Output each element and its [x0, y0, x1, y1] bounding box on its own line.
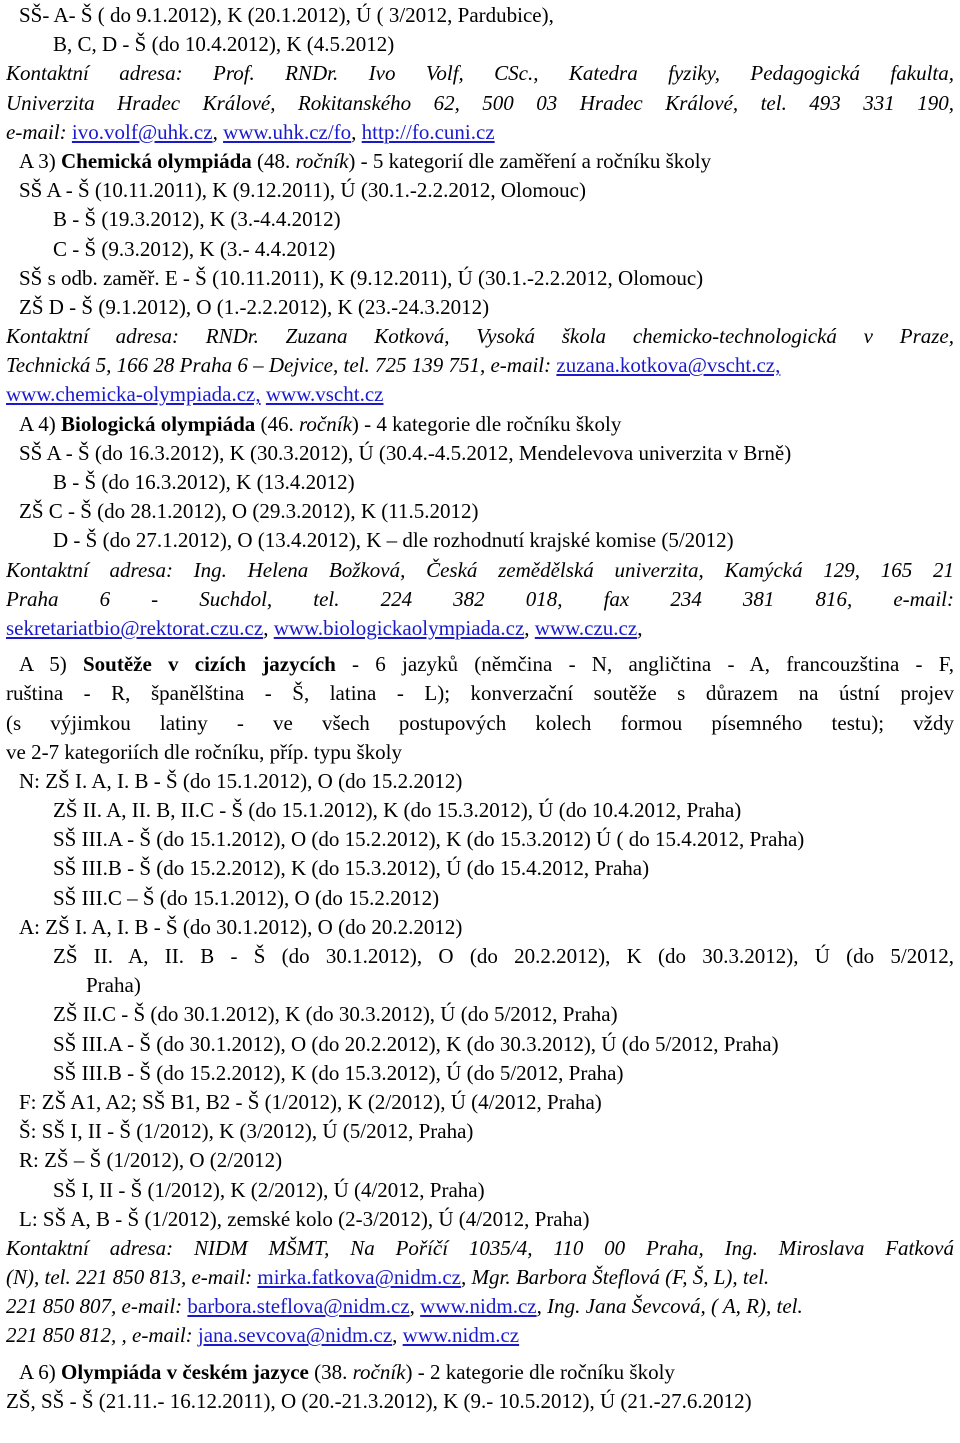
paragraph-line: ruština - R, španělština - Š, latina - L); konverzační soutěže s důrazem na ústní projev [6, 681, 954, 706]
web-link[interactable]: www.chemicka-olympiada.cz, [6, 382, 261, 407]
contact-line: Kontaktní adresa: Ing. Helena Božková, Česká zemědělská univerzita, Kamýcká 129, 165 21 [6, 557, 954, 582]
schedule-line: SŠ I, II - Š (1/2012), K (2/2012), Ú (4/2012, Praha) [53, 1177, 485, 1202]
contact-line: Kontaktní adresa: NIDM MŠMT, Na Poříčí 1035/4, 110 00 Praha, Ing. Miroslava Fatková [6, 1235, 954, 1260]
contact-line: Univerzita Hradec Králové, Rokitanského 62, 500 03 Hradec Králové, tel. 493 331 190, [6, 90, 954, 115]
contact-line: 221 850 807, e-mail: barbora.steflova@nidm.cz, www.nidm.cz, Ing. Jana Ševcová, ( A, R), tel. [6, 1294, 803, 1319]
contact-line [6, 380, 954, 409]
schedule-line: L: SŠ A, B - Š (1/2012), zemské kolo (2-3/2012), Ú (4/2012, Praha) [19, 1206, 590, 1231]
schedule-line: R: ZŠ – Š (1/2012), O (2/2012) [19, 1148, 283, 1173]
schedule-line: SŠ III.A - Š (do 15.1.2012), O (do 15.2.2012), K (do 15.3.2012) Ú ( do 15.4.2012, Praha) [53, 827, 805, 852]
schedule-line: F: ZŠ A1, A2; SŠ B1, B2 - Š (1/2012), K (2/2012), Ú (4/2012, Praha) [19, 1089, 602, 1114]
schedule-line: B - Š (19.3.2012), K (3.-4.4.2012) [53, 207, 341, 232]
contact-line: Technická 5, 166 28 Praha 6 – Dejvice, tel. 725 139 751, e-mail: zuzana.kotkova@vscht.cz, [6, 353, 781, 378]
email-link[interactable]: sekretariatbio@rektorat.czu.cz [6, 615, 264, 640]
schedule-line: SŠ A - Š (10.11.2011), K (9.12.2011), Ú (30.1.-2.2.2012, Olomouc) [19, 178, 586, 203]
email-link[interactable]: ivo.volf@uhk.cz [71, 119, 213, 144]
email-link[interactable]: jana.sevcova@nidm.cz [197, 1323, 393, 1348]
paragraph-line: ve 2-7 kategoriích dle ročníku, příp. typu školy [6, 739, 402, 764]
schedule-line: SŠ- A- Š ( do 9.1.2012), K (20.1.2012), Ú ( 3/2012, Pardubice), [19, 3, 554, 27]
schedule-line: ZŠ II. A, II. B, II.C - Š (do 15.1.2012), K (do 15.3.2012), Ú (do 10.4.2012, Praha) [53, 798, 742, 823]
schedule-line: Praha) [86, 973, 141, 998]
email-link[interactable]: zuzana.kotkova@vscht.cz, [556, 353, 781, 378]
web-link[interactable]: www.vscht.cz [265, 382, 384, 407]
contact-line: e-mail: ivo.volf@uhk.cz, www.uhk.cz/fo, http://fo.cuni.cz [6, 119, 495, 144]
web-link[interactable]: www.czu.cz [534, 615, 638, 640]
contact-line: (N), tel. 221 850 813, e-mail: mirka.fatkova@nidm.cz, Mgr. Barbora Šteflová (F, Š, L), tel. [6, 1265, 770, 1290]
schedule-line: ZŠ, SŠ - Š (21.11.- 16.12.2011), O (20.-21.3.2012), K (9.- 10.5.2012), Ú (21.-27.6.2012) [6, 1388, 752, 1413]
web-link[interactable]: www.nidm.cz [420, 1294, 537, 1319]
schedule-line: ZŠ C - Š (do 28.1.2012), O (29.3.2012), K (11.5.2012) [19, 499, 479, 524]
section-heading-biology: A 4) Biologická olympiáda (46. ročník) - 4 kategorie dle ročníku školy [19, 411, 622, 436]
section-heading-chemistry: A 3) Chemická olympiáda (48. ročník) - 5 kategorií dle zaměření a ročníku školy [19, 148, 712, 173]
contact-line: Praha 6 - Suchdol, tel. 224 382 018, fax 234 381 816, e-mail: [6, 586, 954, 611]
contact-line: Kontaktní adresa: RNDr. Zuzana Kotková, Vysoká škola chemicko-technologická v Praze, [6, 324, 954, 349]
section-heading-czech: A 6) Olympiáda v českém jazyce (38. ročník) - 2 kategorie dle ročníku školy [19, 1359, 675, 1384]
schedule-line: B, C, D - Š (do 10.4.2012), K (4.5.2012) [53, 32, 395, 57]
schedule-line: SŠ III.A - Š (do 30.1.2012), O (do 20.2.2012), K (do 30.3.2012), Ú (do 5/2012, Praha) [53, 1031, 779, 1056]
schedule-line: SŠ III.B - Š (do 15.2.2012), K (do 15.3.2012), Ú (do 15.4.2012, Praha) [53, 856, 650, 881]
schedule-line: ZŠ II.C - Š (do 30.1.2012), K (do 30.3.2012), Ú (do 5/2012, Praha) [53, 1002, 618, 1027]
web-link[interactable]: http://fo.cuni.cz [361, 119, 495, 144]
web-link[interactable]: www.uhk.cz/fo [223, 119, 352, 144]
schedule-line: ZŠ D - Š (9.1.2012), O (1.-2.2.2012), K (23.-24.3.2012) [19, 294, 490, 319]
schedule-line: SŠ III.C – Š (do 15.1.2012), O (do 15.2.2012) [53, 885, 440, 910]
schedule-line: SŠ A - Š (do 16.3.2012), K (30.3.2012), Ú (30.4.-4.5.2012, Mendelevova univerzita v Brně) [19, 440, 792, 465]
schedule-line: N: ZŠ I. A, I. B - Š (do 15.1.2012), O (do 15.2.2012) [19, 768, 463, 793]
schedule-line: SŠ s odb. zaměř. E - Š (10.11.2011), K (9.12.2011), Ú (30.1.-2.2.2012, Olomouc) [19, 265, 704, 290]
schedule-line: C - Š (9.3.2012), K (3.- 4.4.2012) [53, 236, 336, 261]
web-link[interactable]: www.biologickaolympiada.cz [273, 615, 525, 640]
schedule-line: A: ZŠ I. A, I. B - Š (do 30.1.2012), O (do 20.2.2012) [19, 914, 463, 939]
contact-line: Kontaktní adresa: Prof. RNDr. Ivo Volf, CSc., Katedra fyziky, Pedagogická fakulta, [6, 61, 954, 86]
schedule-line: SŠ III.B - Š (do 15.2.2012), K (do 15.3.2012), Ú (do 5/2012, Praha) [53, 1060, 624, 1085]
schedule-line: B - Š (do 16.3.2012), K (13.4.2012) [53, 470, 355, 494]
email-link[interactable]: mirka.fatkova@nidm.cz [257, 1265, 461, 1290]
schedule-line: ZŠ II. A, II. B - Š (do 30.1.2012), O (do 20.2.2012), K (do 30.3.2012), Ú (do 5/2012, [53, 944, 954, 968]
paragraph-line: (s výjimkou latiny - ve všech postupových kolech formou písemného testu); vždy [6, 710, 954, 735]
email-link[interactable]: barbora.steflova@nidm.cz [187, 1294, 410, 1319]
contact-line: sekretariatbio@rektorat.czu.cz, www.biologickaolympiada.cz, www.czu.cz, [6, 615, 643, 640]
schedule-line: Š: SŠ I, II - Š (1/2012), K (3/2012), Ú (5/2012, Praha) [19, 1119, 474, 1144]
section-heading-languages: A 5) Soutěže v cizích jazycích - 6 jazyků (němčina - N, angličtina - A, francouzština - F, [19, 652, 954, 677]
contact-line: 221 850 812, , e-mail: jana.sevcova@nidm.cz, www.nidm.cz [6, 1323, 520, 1348]
schedule-line: D - Š (do 27.1.2012), O (13.4.2012), K – dle rozhodnutí krajské komise (5/2012) [53, 528, 734, 553]
web-link[interactable]: www.nidm.cz [402, 1323, 520, 1348]
